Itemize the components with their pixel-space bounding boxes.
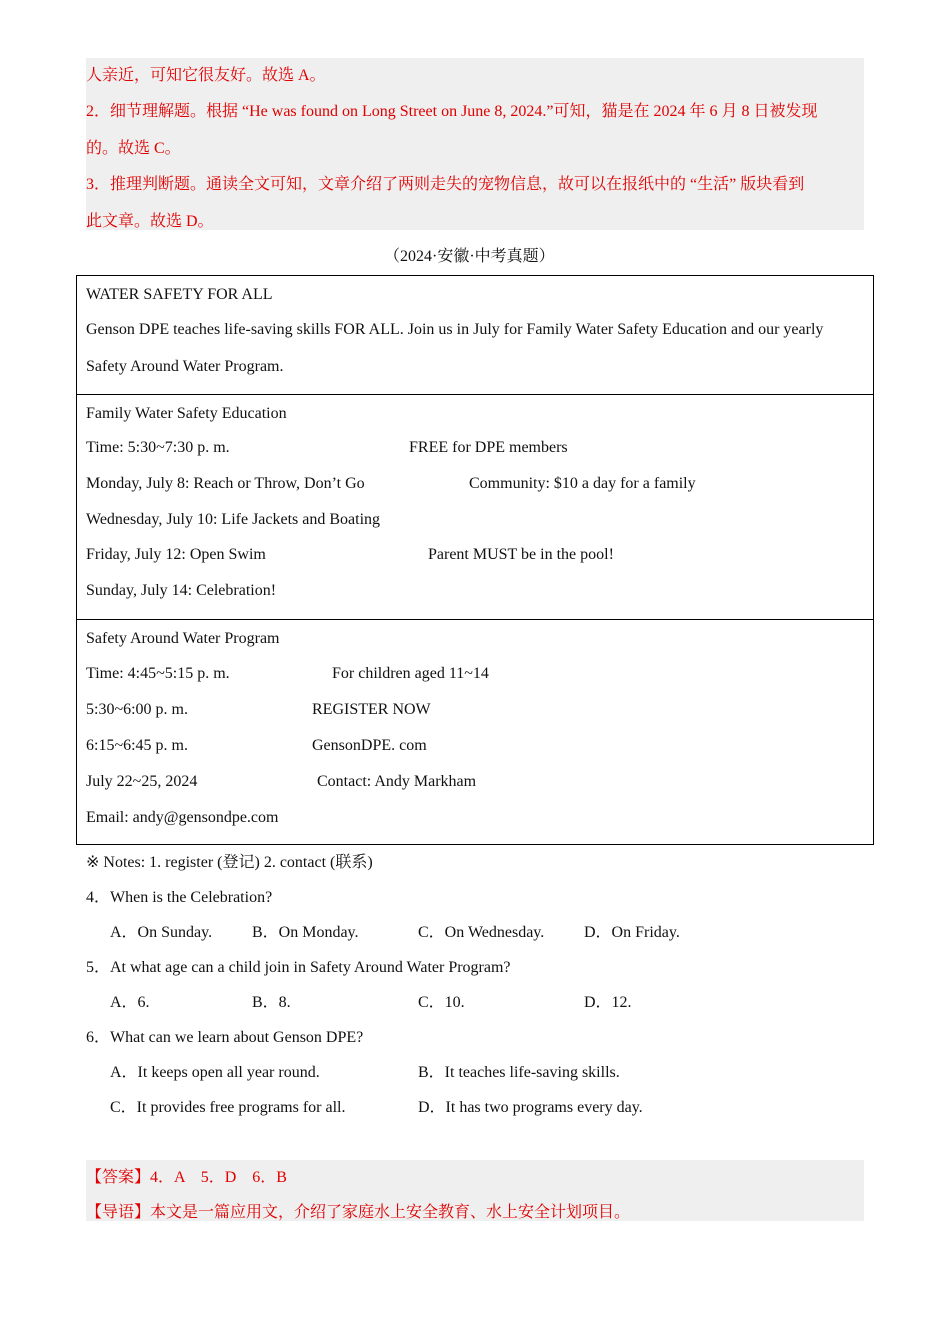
program-time-3: 6:15~6:45 p. m.	[86, 737, 188, 754]
program-time-2: 5:30~6:00 p. m.	[86, 701, 188, 718]
family-parent: Parent MUST be in the pool!	[428, 546, 614, 563]
question-6-option-c: C．It provides free programs for all.	[110, 1099, 346, 1116]
program-ages: For children aged 11~14	[332, 665, 489, 682]
explanation-line-5: 此文章。故选 D。	[86, 213, 214, 230]
question-4-option-c: C．On Wednesday.	[418, 924, 545, 941]
family-sunday: Sunday, July 14: Celebration!	[86, 582, 277, 599]
question-4-option-a: A．On Sunday.	[110, 924, 213, 941]
source-label: （2024·安徽·中考真题）	[384, 248, 555, 265]
answer-line	[86, 1164, 287, 1187]
guide-text: 本文是一篇应用文，介绍了家庭水上安全教育、水上安全计划项目。	[150, 1204, 631, 1221]
notice-intro-1: Genson DPE teaches life-saving skills FOR ALL. Join us in July for Family Water Safety Education and our yearly	[86, 321, 824, 338]
explanation-line-3: 的。故选 C。	[86, 140, 181, 157]
family-free: FREE for DPE members	[409, 439, 568, 456]
notes-line: ※ Notes: 1. register (登记) 2. contact (联系)	[86, 854, 373, 871]
family-wednesday: Wednesday, July 10: Life Jackets and Boating	[86, 511, 381, 528]
question-5-option-c: C．10.	[418, 994, 465, 1011]
question-6-stem: 6．What can we learn about Genson DPE?	[86, 1029, 364, 1046]
family-heading: Family Water Safety Education	[86, 405, 287, 422]
family-time: Time: 5:30~7:30 p. m.	[86, 439, 230, 456]
program-section	[77, 619, 873, 844]
notice-box	[76, 275, 874, 845]
answer-label: 【答案】	[86, 1169, 151, 1186]
family-friday: Friday, July 12: Open Swim	[86, 546, 266, 563]
question-5-option-a: A．6.	[110, 994, 150, 1011]
program-heading: Safety Around Water Program	[86, 630, 280, 647]
notice-title: WATER SAFETY FOR ALL	[86, 286, 273, 303]
question-5-option-d: D．12.	[584, 994, 632, 1011]
family-section	[77, 394, 873, 619]
explanation-line-2: 2．细节理解题。根据 “He was found on Long Street on June 8, 2024.”可知，猫是在 2024 年 6 月 8 日被发现	[86, 103, 818, 120]
answer-text: 4．A 5．D 6．B	[150, 1169, 287, 1186]
question-5-option-b: B．8.	[252, 994, 291, 1011]
guide-label: 【导语】	[86, 1204, 151, 1221]
program-email: Email: andy@gensondpe.com	[86, 809, 279, 826]
program-contact: Contact: Andy Markham	[317, 773, 477, 790]
program-dates: July 22~25, 2024	[86, 773, 198, 790]
question-6-option-d: D．It has two programs every day.	[418, 1099, 643, 1116]
question-5-stem: 5．At what age can a child join in Safety Around Water Program?	[86, 959, 511, 976]
explanation-line-1: 人亲近，可知它很友好。故选 A。	[86, 67, 326, 84]
question-4-option-d: D．On Friday.	[584, 924, 680, 941]
program-register: REGISTER NOW	[312, 701, 431, 718]
question-6-option-a: A．It keeps open all year round.	[110, 1064, 320, 1081]
question-4-stem: 4．When is the Celebration?	[86, 889, 273, 906]
guide-line	[86, 1199, 630, 1222]
notice-intro-2: Safety Around Water Program.	[86, 358, 284, 375]
program-website: GensonDPE. com	[312, 737, 427, 754]
program-time: Time: 4:45~5:15 p. m.	[86, 665, 230, 682]
question-6-option-b: B．It teaches life-saving skills.	[418, 1064, 620, 1081]
question-4-option-b: B．On Monday.	[252, 924, 359, 941]
explanation-line-4: 3．推理判断题。通读全文可知，文章介绍了两则走失的宠物信息，故可以在报纸中的 “生活” 版块看到	[86, 176, 805, 193]
family-monday: Monday, July 8: Reach or Throw, Don’t Go	[86, 475, 365, 492]
family-community: Community: $10 a day for a family	[469, 475, 696, 492]
